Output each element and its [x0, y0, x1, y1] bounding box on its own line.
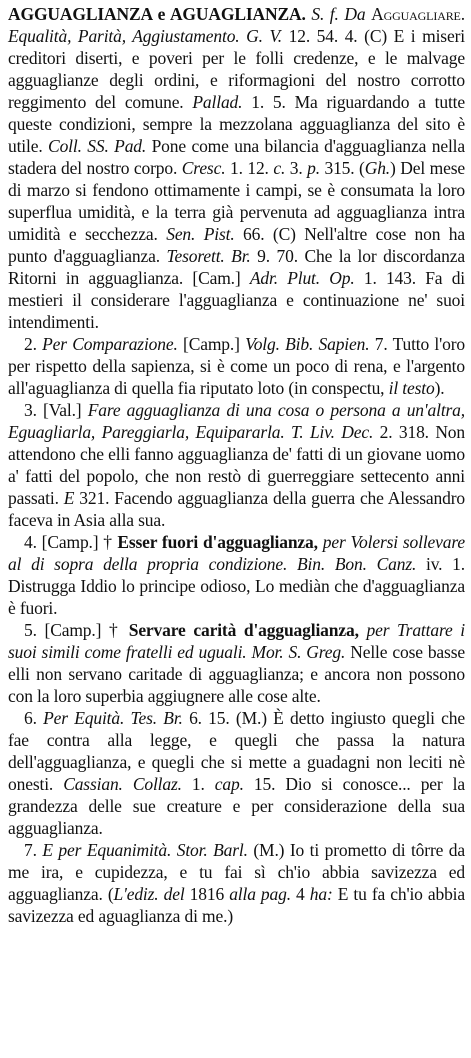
italic-text: Coll. SS. Pad.: [48, 136, 147, 156]
dictionary-entry: [8, 3, 465, 927]
body-text: 4. [Camp.] †: [24, 532, 118, 552]
italic-text: Volg. Bib. Sapien.: [245, 334, 370, 354]
body-text: 4: [290, 884, 310, 904]
sense-paragraph: [8, 619, 465, 707]
italic-text: Sen. Pist.: [166, 224, 235, 244]
body-text: 7. Tutto l'oro per rispetto della sapienza, si è come un poco di rena, e l'argento all'aguaglianza di quella fia riputato loto (in conspectu,: [8, 334, 466, 398]
body-text: iv. 1. Distrugga Iddio lo principe odioso, Lo mediàn che d'agguaglianza è fuori.: [8, 554, 465, 618]
body-text: 3.: [285, 158, 308, 178]
body-text: ) Del mese di marzo si fendono ottimamente i campi, se è consumata la loro superflua umidità, e la terra già pervenuta ad agguaglianza intra umidità e secchezza.: [8, 158, 465, 244]
italic-text: p.: [307, 158, 320, 178]
body-text: 7.: [24, 840, 43, 860]
body-text: 1816: [184, 884, 230, 904]
italic-text: S. f.: [311, 4, 339, 24]
sense-paragraph: [8, 531, 465, 619]
body-text: [Camp.]: [177, 334, 246, 354]
entry-definition: [8, 3, 465, 333]
body-text: 2. 318. Non attendono che elli fanno agguaglianza de' fatti di un giovane uomo a' fatti del popolo, che non restò di guerreggiare settecento anni passati.: [8, 422, 466, 508]
body-text: ).: [434, 378, 445, 398]
body-text: (M.) Io ti prometto di tôrre da me ira, e cupidezza, e tu fai sì ch'io abbia savizezza ed agguaglianza. (: [8, 840, 465, 904]
body-text: 5. [Camp.] †: [24, 620, 129, 640]
italic-text: Adr. Plut. Op.: [249, 268, 355, 288]
italic-text: Tesorett. Br.: [166, 246, 251, 266]
body-text: 66. (C) Nell'altre cose non ha punto d'agguaglianza.: [8, 224, 465, 266]
phrase-headword: Esser fuori d'agguaglianza,: [117, 532, 318, 552]
italic-text: per Trattare i suoi simili come fratelli ed uguali. Mor. S. Greg.: [8, 620, 465, 662]
italic-text: Per Comparazione.: [42, 334, 178, 354]
italic-text: il testo: [388, 378, 435, 398]
small-caps-text: Agguagliare: [371, 4, 461, 24]
sense-paragraph: [8, 399, 465, 531]
body-text: 6. 15. (M.) È detto ingiusto quegli che fae contra alla legge, e quegli che passa la natura dell'agguaglianza, e quegli che si mette a guadagni non leciti nè onesti.: [8, 708, 465, 794]
body-text: .: [460, 4, 465, 24]
italic-text: Cresc.: [181, 158, 226, 178]
italic-text: E: [63, 488, 75, 508]
italic-text: c.: [273, 158, 286, 178]
italic-text: cap.: [214, 774, 244, 794]
body-text: 2.: [24, 334, 43, 354]
body-text: E tu fa ch'io abbia savizezza ed aguaglianza di me.): [8, 884, 466, 926]
italic-text: Fare agguaglianza di una cosa o persona a un'altra, Eguagliarla, Pareggiarla, Equipararla. T. Liv. Dec.: [8, 400, 466, 442]
body-text: 1. 12.: [225, 158, 274, 178]
body-text: 15. Dio si conosce... per la grandezza delle sue creature e per considerazione della sua agguaglianza.: [8, 774, 465, 838]
body-text: 1. 5. Ma riguardando a tutte queste condizioni, sempre la mezzolana agguaglianza del sito è utile.: [8, 92, 465, 156]
sense-paragraph: [8, 839, 465, 927]
body-text: Nelle cose basse elli non servano caritade di agguaglianza; e ancora non possono con la loro superbia aggiugnere alle cose alte.: [8, 642, 465, 706]
italic-text: alla pag.: [229, 884, 291, 904]
body-text: Pone come una bilancia d'agguaglianza nella stadera del nostro corpo.: [8, 136, 465, 178]
italic-text: E per Equanimità. Stor. Barl.: [42, 840, 248, 860]
italic-text: Cassian. Collaz.: [63, 774, 182, 794]
italic-text: Pallad.: [192, 92, 243, 112]
body-text: 1.: [181, 774, 215, 794]
body-text: 321. Facendo agguaglianza della guerra che Alessandro faceva in Asia alla sua.: [8, 488, 466, 530]
body-text: 1. 143. Fa di mestieri il considerare l'agguaglianza e continuazione ne' suoi intendimenti.: [8, 268, 466, 332]
italic-text: L'ediz. del: [113, 884, 185, 904]
italic-text: per Volersi sollevare al di sopra della propria condizione. Bin. Bon. Canz.: [8, 532, 465, 574]
italic-text: Da: [344, 4, 366, 24]
body-text: 12. 54. 4. (C) E i miseri creditori diserti, e poveri per le folli credenze, e le malvage agguaglianze degli ordini, e riformagioni del nostro corrotto reggimento del comune.: [8, 26, 465, 112]
italic-text: ha:: [309, 884, 333, 904]
italic-text: Equalità, Parità, Aggiustamento. G. V.: [8, 26, 282, 46]
headword: AGGUAGLIANZA e AGUAGLIANZA.: [8, 4, 306, 24]
italic-text: Gh.: [364, 158, 391, 178]
body-text: 315. (: [319, 158, 365, 178]
body-text: 6.: [24, 708, 44, 728]
body-text: 3. [Val.]: [24, 400, 88, 420]
sense-paragraph: [8, 707, 465, 839]
italic-text: Per Equità. Tes. Br.: [43, 708, 183, 728]
body-text: 9. 70. Che la lor discordanza Ritorni in agguaglianza. [Cam.]: [8, 246, 465, 288]
phrase-headword: Servare carità d'agguaglianza,: [128, 620, 359, 640]
sense-paragraph: [8, 333, 465, 399]
